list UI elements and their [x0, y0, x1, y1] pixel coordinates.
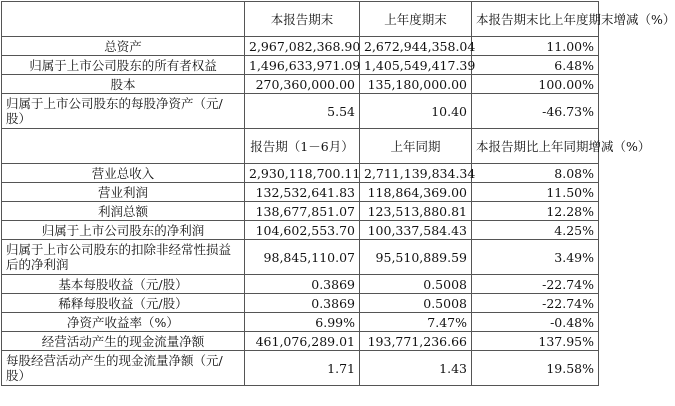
change-percent: 100.00%	[472, 75, 599, 94]
header-same-period-last-year: 上年同期	[360, 129, 472, 164]
prior-period-value: 2,672,944,358.04	[360, 37, 472, 56]
change-percent: -22.74%	[472, 294, 599, 313]
prior-period-value: 135,180,000.00	[360, 75, 472, 94]
row-label: 经营活动产生的现金流量净额	[2, 332, 245, 351]
row-label: 利润总额	[2, 202, 245, 221]
table-row	[2, 202, 599, 221]
change-percent: 12.28%	[472, 202, 599, 221]
row-label: 稀释每股收益（元/股）	[2, 294, 245, 313]
current-period-value: 461,076,289.01	[245, 332, 360, 351]
header-row-period-end	[2, 2, 599, 37]
change-percent: 6.48%	[472, 56, 599, 75]
header-blank-cell	[2, 129, 245, 164]
change-percent: 8.08%	[472, 164, 599, 183]
table-row	[2, 221, 599, 240]
row-label: 营业总收入	[2, 164, 245, 183]
row-label: 营业利润	[2, 183, 245, 202]
table-row	[2, 332, 599, 351]
change-percent: 4.25%	[472, 221, 599, 240]
header-change-vs-same-period: 本报告期比上年同期增减（%）	[472, 129, 599, 164]
table-row	[2, 37, 599, 56]
current-period-value: 1,496,633,971.09	[245, 56, 360, 75]
prior-period-value: 0.5008	[360, 294, 472, 313]
row-label: 总资产	[2, 37, 245, 56]
change-percent: 11.50%	[472, 183, 599, 202]
financial-summary-table	[1, 1, 675, 386]
table-row	[2, 164, 599, 183]
row-label: 归属于上市公司股东的净利润	[2, 221, 245, 240]
header-prior-year-end: 上年度期末	[360, 2, 472, 37]
table-row	[2, 75, 599, 94]
change-percent: -0.48%	[472, 313, 599, 332]
current-period-value: 0.3869	[245, 275, 360, 294]
change-percent: 19.58%	[472, 351, 599, 386]
prior-period-value: 100,337,584.43	[360, 221, 472, 240]
table-row	[2, 275, 599, 294]
table-row	[2, 294, 599, 313]
table-row	[2, 240, 599, 275]
row-label: 净资产收益率（%）	[2, 313, 245, 332]
row-label: 归属于上市公司股东的所有者权益	[2, 56, 245, 75]
prior-period-value: 1.43	[360, 351, 472, 386]
row-label: 股本	[2, 75, 245, 94]
row-label: 每股经营活动产生的现金流量净额（元/股）	[2, 351, 245, 386]
table-row	[2, 313, 599, 332]
prior-period-value: 193,771,236.66	[360, 332, 472, 351]
table-row	[2, 183, 599, 202]
prior-period-value: 118,864,369.00	[360, 183, 472, 202]
change-percent: 11.00%	[472, 37, 599, 56]
prior-period-value: 7.47%	[360, 313, 472, 332]
change-percent: -46.73%	[472, 94, 599, 129]
row-label: 基本每股收益（元/股）	[2, 275, 245, 294]
header-blank-cell	[2, 2, 245, 37]
current-period-value: 6.99%	[245, 313, 360, 332]
header-current-period-end: 本报告期末	[245, 2, 360, 37]
current-period-value: 270,360,000.00	[245, 75, 360, 94]
current-period-value: 5.54	[245, 94, 360, 129]
current-period-value: 138,677,851.07	[245, 202, 360, 221]
prior-period-value: 123,513,880.81	[360, 202, 472, 221]
prior-period-value: 95,510,889.59	[360, 240, 472, 275]
current-period-value: 104,602,553.70	[245, 221, 360, 240]
current-period-value: 0.3869	[245, 294, 360, 313]
change-percent: 137.95%	[472, 332, 599, 351]
row-label: 归属于上市公司股东的每股净资产（元/股）	[2, 94, 245, 129]
prior-period-value: 10.40	[360, 94, 472, 129]
change-percent: 3.49%	[472, 240, 599, 275]
current-period-value: 132,532,641.83	[245, 183, 360, 202]
table-row	[2, 56, 599, 75]
prior-period-value: 1,405,549,417.39	[360, 56, 472, 75]
header-reporting-period: 报告期（1－6月）	[245, 129, 360, 164]
current-period-value: 2,930,118,700.11	[245, 164, 360, 183]
current-period-value: 98,845,110.07	[245, 240, 360, 275]
change-percent: -22.74%	[472, 275, 599, 294]
prior-period-value: 0.5008	[360, 275, 472, 294]
table-row	[2, 351, 599, 386]
current-period-value: 2,967,082,368.90	[245, 37, 360, 56]
header-row-reporting-period	[2, 129, 599, 164]
prior-period-value: 2,711,139,834.34	[360, 164, 472, 183]
row-label: 归属于上市公司股东的扣除非经常性损益后的净利润	[2, 240, 245, 275]
header-change-vs-prior-year-end: 本报告期末比上年度期末增减（%）	[472, 2, 599, 37]
current-period-value: 1.71	[245, 351, 360, 386]
table-row	[2, 94, 599, 129]
